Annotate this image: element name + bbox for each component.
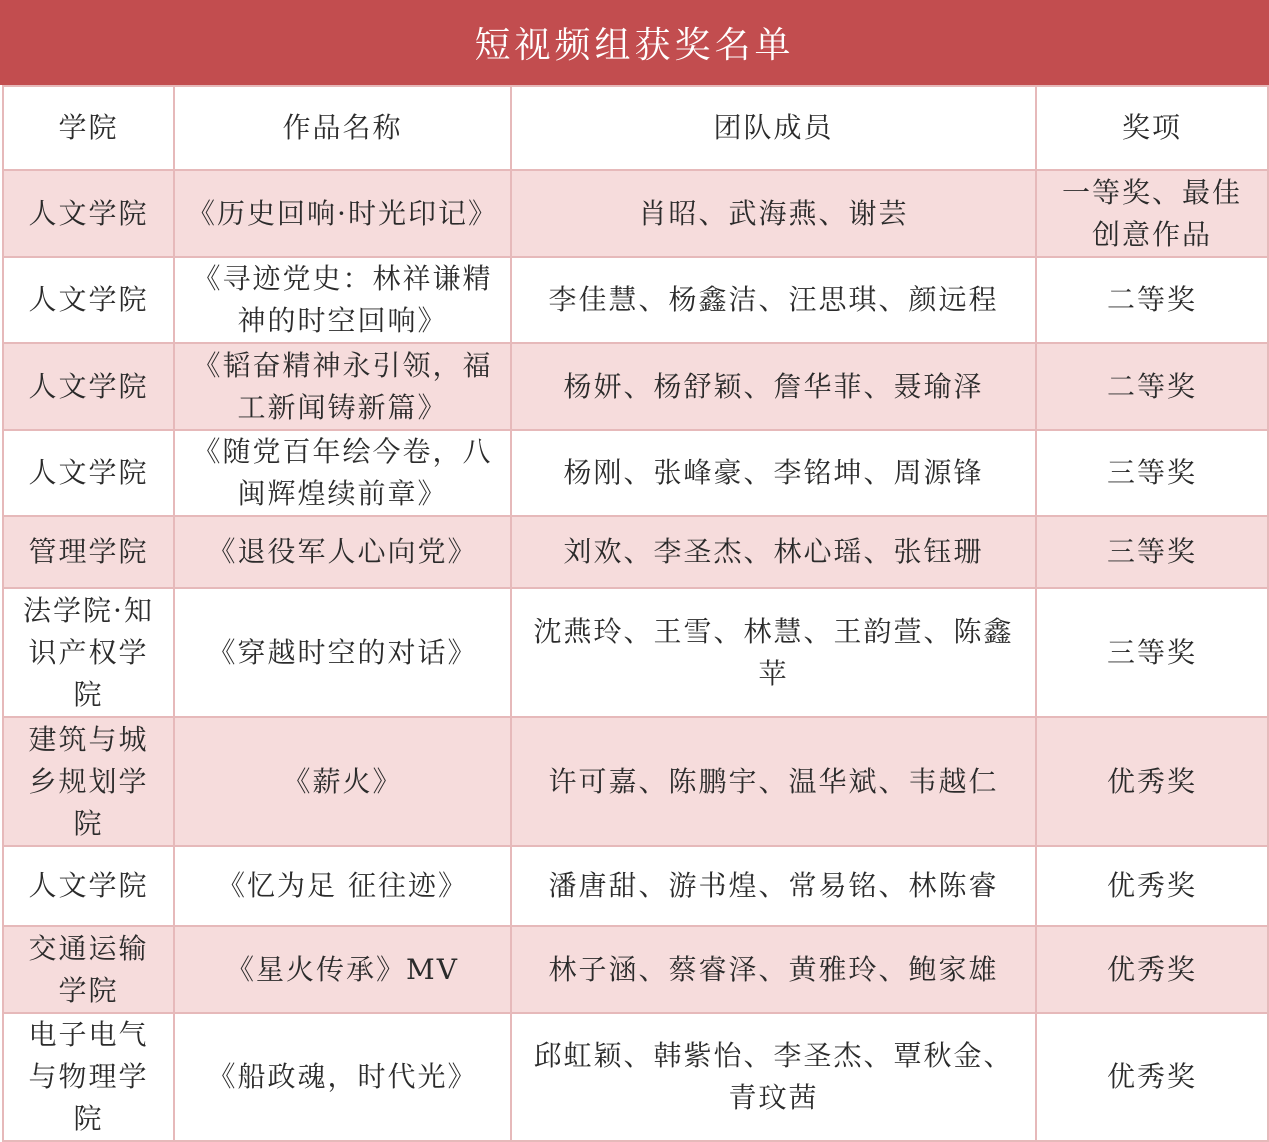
work-cell: 《寻迹党史：林祥谦精神的时空回响》 <box>174 257 511 343</box>
members-cell: 李佳慧、杨鑫洁、汪思琪、颜远程 <box>511 257 1036 343</box>
work-cell: 《穿越时空的对话》 <box>174 588 511 717</box>
college-cell: 建筑与城乡规划学院 <box>3 717 174 846</box>
page-title: 短视频组获奖名单 <box>474 25 795 66</box>
work-cell: 《薪火》 <box>174 717 511 846</box>
members-cell: 肖昭、武海燕、谢芸 <box>511 170 1036 257</box>
college-cell: 人文学院 <box>3 846 174 926</box>
work-cell: 《韬奋精神永引领，福工新闻铸新篇》 <box>174 343 511 430</box>
award-cell: 优秀奖 <box>1036 846 1268 926</box>
award-table <box>2 85 1269 1142</box>
college-cell: 人文学院 <box>3 343 174 430</box>
college-cell: 人文学院 <box>3 257 174 343</box>
members-cell: 沈燕玲、王雪、林慧、王韵萱、陈鑫苹 <box>511 588 1036 717</box>
college-cell: 人文学院 <box>3 170 174 257</box>
table-row <box>3 257 1268 343</box>
table-row <box>3 343 1268 430</box>
award-cell: 二等奖 <box>1036 343 1268 430</box>
award-cell: 优秀奖 <box>1036 717 1268 846</box>
award-cell: 一等奖、最佳创意作品 <box>1036 170 1268 257</box>
table-row <box>3 717 1268 846</box>
college-cell: 电子电气与物理学院 <box>3 1013 174 1141</box>
title-bar <box>0 0 1269 85</box>
header-members: 团队成员 <box>511 86 1036 170</box>
header-row <box>3 86 1268 170</box>
work-cell: 《退役军人心向党》 <box>174 516 511 588</box>
table-row <box>3 926 1268 1013</box>
award-cell: 优秀奖 <box>1036 1013 1268 1141</box>
work-cell: 《随党百年绘今卷，八闽辉煌续前章》 <box>174 430 511 516</box>
header-work: 作品名称 <box>174 86 511 170</box>
award-cell: 二等奖 <box>1036 257 1268 343</box>
header-college: 学院 <box>3 86 174 170</box>
table-row <box>3 588 1268 717</box>
work-cell: 《忆为足 征往迹》 <box>174 846 511 926</box>
work-cell: 《星火传承》MV <box>174 926 511 1013</box>
college-cell: 管理学院 <box>3 516 174 588</box>
members-cell: 刘欢、李圣杰、林心瑶、张钰珊 <box>511 516 1036 588</box>
award-cell: 三等奖 <box>1036 430 1268 516</box>
members-cell: 邱虹颖、韩紫怡、李圣杰、覃秋金、青玟茜 <box>511 1013 1036 1141</box>
table-row <box>3 430 1268 516</box>
table-row <box>3 516 1268 588</box>
college-cell: 人文学院 <box>3 430 174 516</box>
work-cell: 《历史回响·时光印记》 <box>174 170 511 257</box>
award-cell: 三等奖 <box>1036 516 1268 588</box>
award-cell: 三等奖 <box>1036 588 1268 717</box>
table-row <box>3 846 1268 926</box>
table-row <box>3 1013 1268 1141</box>
header-award: 奖项 <box>1036 86 1268 170</box>
table-row <box>3 170 1268 257</box>
members-cell: 许可嘉、陈鹏宇、温华斌、韦越仁 <box>511 717 1036 846</box>
members-cell: 潘唐甜、游书煌、常易铭、林陈睿 <box>511 846 1036 926</box>
members-cell: 杨刚、张峰豪、李铭坤、周源锋 <box>511 430 1036 516</box>
award-cell: 优秀奖 <box>1036 926 1268 1013</box>
members-cell: 杨妍、杨舒颖、詹华菲、聂瑜泽 <box>511 343 1036 430</box>
college-cell: 交通运输学院 <box>3 926 174 1013</box>
college-cell: 法学院·知识产权学院 <box>3 588 174 717</box>
members-cell: 林子涵、蔡睿泽、黄雅玲、鲍家雄 <box>511 926 1036 1013</box>
work-cell: 《船政魂，时代光》 <box>174 1013 511 1141</box>
